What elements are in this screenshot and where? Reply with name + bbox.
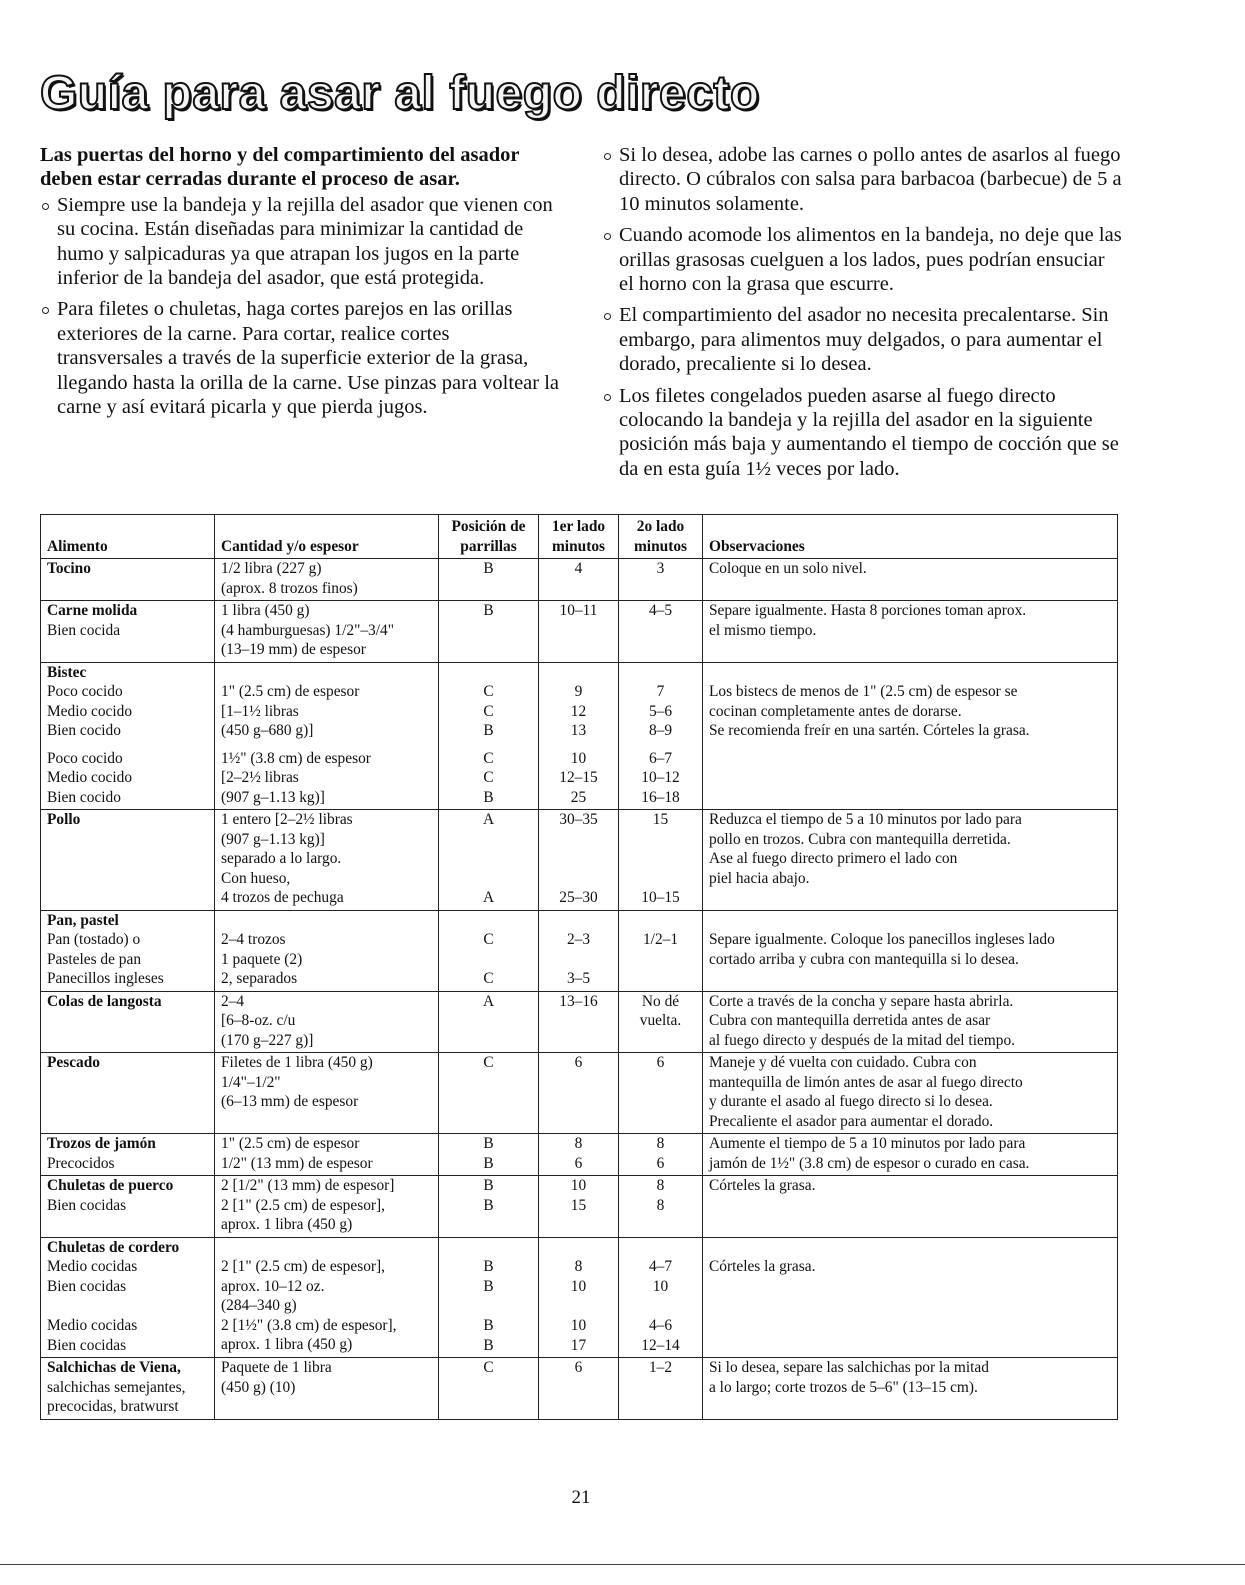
obs-line: Precaliente el asador para aumentar el dorado.: [709, 1112, 994, 1130]
food-sub: Poco cocido: [47, 749, 123, 767]
obs-line: Separe igualmente. Hasta 8 porciones toman aprox.: [709, 602, 1027, 619]
side1-cell: 6: [539, 1358, 619, 1420]
qty-line: 2, separados: [221, 970, 298, 987]
side2-value: 10: [652, 1277, 669, 1295]
qty-line: (13–19 mm) de espesor: [221, 641, 366, 658]
side2-cell: [619, 662, 703, 810]
pos-cell: B: [439, 601, 539, 663]
qty-line: (450 g) (10): [221, 1378, 296, 1396]
bullet-item: Cuando acomode los alimentos en la bandeja, no deje que las orillas grasosas cuelguen a los lados, pues podrían ensuciar el horno con la grasa que escurre.: [602, 223, 1122, 296]
side1-value: 25–30: [559, 889, 598, 906]
food-name: Carne molida: [47, 602, 138, 619]
qty-line: (4 hamburguesas) 1/2"–3/4": [221, 621, 395, 639]
obs-line: Córteles la grasa.: [709, 1258, 816, 1275]
qty-line: 2 [1" (2.5 cm) de espesor],: [221, 1196, 385, 1214]
qty-line: Paquete de 1 libra: [221, 1359, 332, 1376]
side2-value: 8: [656, 1196, 665, 1214]
qty-line: (907 g–1.13 kg)]: [221, 788, 325, 806]
side1-value: 3–5: [566, 970, 591, 987]
side1-cell: [539, 1237, 619, 1358]
page-title: Guía para asar al fuego directo: [40, 67, 760, 120]
food-sub: Panecillos ingleses: [47, 970, 164, 987]
pos-value: B: [483, 1258, 494, 1275]
pos-value: A: [482, 811, 495, 828]
pos-cell: [439, 662, 539, 810]
obs-line: Reduzca el tiempo de 5 a 10 minutos por lado para: [709, 811, 1022, 828]
food-name: Pollo: [47, 811, 81, 828]
pos-value: C: [483, 702, 494, 720]
obs-line: Separe igualmente. Coloque los panecillos ingleses lado: [709, 931, 1055, 948]
qty-line: separado a lo largo.: [221, 850, 342, 867]
food-cell: [41, 1237, 215, 1358]
qty-line: Con hueso,: [221, 869, 291, 887]
bullet-item: Siempre use la bandeja y la rejilla del asador que vienen con su cocina. Están diseñadas para minimizar la cantidad de humo y salpicaduras ya que atrapan los jugos en la parte inferior de la bandeja del asador, que está protegida.: [40, 193, 560, 291]
food-cell: [41, 1134, 215, 1176]
broiling-table: [40, 514, 1118, 1420]
side2-value: 4–7: [648, 1258, 673, 1275]
header-cantidad: Cantidad y/o espesor: [215, 515, 439, 559]
pos-value: B: [483, 788, 494, 806]
side1-cell: [539, 910, 619, 991]
qty-line: 2 [1" (2.5 cm) de espesor],: [221, 1258, 385, 1275]
obs-line: Ase al fuego directo primero el lado con: [709, 850, 958, 867]
pos-value: C: [483, 749, 494, 767]
table-row: [41, 1176, 1118, 1238]
side1-value: 8: [574, 1135, 583, 1152]
pos-cell: C: [439, 1053, 539, 1134]
obs-line: Cubra con mantequilla derretida antes de asar: [709, 1012, 991, 1029]
left-column: [40, 143, 560, 426]
obs-cell: [703, 810, 1118, 911]
side1-value: 10: [570, 1277, 587, 1295]
side2-value: 1/2–1: [642, 931, 679, 948]
side1-cell: 4: [539, 559, 619, 601]
side1-value: 30–35: [559, 811, 598, 828]
qty-cell: [215, 662, 439, 810]
table-header-row: [41, 515, 1118, 559]
header-line: minutos: [551, 537, 606, 555]
side2-value: 10–12: [641, 769, 680, 786]
bullet-item: El compartimiento del asador no necesita precalentarse. Sin embargo, para alimentos muy delgados, o para aumentar el dorado, precaliente si lo desea.: [602, 303, 1122, 376]
food-sub: salchichas semejantes,: [47, 1378, 186, 1396]
food-cell: [41, 910, 215, 991]
food-sub: Medio cocido: [47, 769, 133, 786]
qty-cell: [215, 601, 439, 663]
qty-line: 1/2 libra (227 g): [221, 560, 322, 577]
food-name: Colas de langosta: [47, 992, 162, 1010]
qty-line: aprox. 10–12 oz.: [221, 1277, 325, 1295]
right-column: [602, 143, 1122, 488]
qty-cell: [215, 1176, 439, 1238]
side2-value: 6: [656, 1154, 665, 1172]
qty-line: 1 paquete (2): [221, 950, 303, 968]
food-cell: [41, 1053, 215, 1134]
food-sub: Bien cocidas: [47, 1277, 127, 1295]
side1-cell: [539, 662, 619, 810]
qty-line: 1/2" (13 mm) de espesor: [221, 1154, 373, 1172]
pos-cell: [439, 910, 539, 991]
pos-cell: [439, 1134, 539, 1176]
food-sub: Bien cocidas: [47, 1336, 127, 1354]
side2-cell: 6: [619, 1053, 703, 1134]
obs-line: jamón de 1½" (3.8 cm) de espesor o curado en casa.: [709, 1154, 1030, 1172]
pos-value: B: [483, 1177, 494, 1194]
side2-cell: [619, 991, 703, 1053]
food-cell: [41, 559, 215, 601]
food-cell: [41, 1176, 215, 1238]
obs-cell: Coloque en un solo nivel.: [703, 559, 1118, 601]
qty-line: 4 trozos de pechuga: [221, 889, 344, 906]
table-row: [41, 1237, 1118, 1358]
pos-value: B: [483, 1135, 494, 1152]
food-sub: Medio cocidas: [47, 1317, 138, 1334]
obs-cell: Córteles la grasa.: [703, 1176, 1118, 1238]
side2-value: 6–7: [648, 749, 673, 767]
qty-line: 1/4"–1/2": [221, 1073, 281, 1091]
obs-line: y durante el asado al fuego directo si lo desea.: [709, 1093, 993, 1110]
side2-value: 5–6: [648, 702, 673, 720]
qty-line: (aprox. 8 trozos finos): [221, 579, 358, 597]
obs-line: mantequilla de limón antes de asar al fuego directo: [709, 1073, 1023, 1091]
side1-value: 17: [570, 1336, 587, 1354]
food-sub: Precocidos: [47, 1154, 115, 1172]
qty-line: 2 [1/2" (13 mm) de espesor]: [221, 1177, 395, 1194]
qty-line: aprox. 1 libra (450 g): [221, 1336, 353, 1353]
bullet-item: Para filetes o chuletas, haga cortes parejos en las orillas exteriores de la carne. Para cortar, realice cortes transversales a través de la superficie exterior de la grasa, llegando hasta la orilla de la carne. Use pinzas para voltear la carne y así evitará picarla y que pierda jugos.: [40, 297, 560, 419]
side2-cell: [619, 910, 703, 991]
obs-line: Aumente el tiempo de 5 a 10 minutos por lado para: [709, 1135, 1026, 1152]
food-cell: [41, 991, 215, 1053]
header-alimento: Alimento: [41, 515, 215, 559]
qty-line: 2–4 trozos: [221, 931, 286, 948]
food-cell: [41, 662, 215, 810]
side1-value: 15: [570, 1196, 587, 1214]
table-row: [41, 662, 1118, 810]
qty-line: [1–1½ libras: [221, 702, 299, 720]
side2-value: 7: [656, 683, 665, 700]
pos-value: C: [483, 683, 494, 700]
qty-line: 1 entero [2–2½ libras: [221, 811, 353, 828]
food-name: Bistec: [47, 663, 87, 681]
side2-value: 4–6: [648, 1317, 673, 1334]
food-cell: [41, 601, 215, 663]
pos-cell: [439, 1176, 539, 1238]
table-row: [41, 1053, 1118, 1134]
side2-value: No dé: [641, 992, 680, 1010]
pos-value: B: [483, 722, 494, 739]
food-sub: Bien cocida: [47, 621, 121, 639]
qty-line: (450 g–680 g)]: [221, 722, 314, 739]
food-sub: Medio cocido: [47, 702, 133, 720]
bullet-item: Si lo desea, adobe las carnes o pollo antes de asarlos al fuego directo. O cúbralos con salsa para barbacoa (barbecue) de 5 a 10 minutos solamente.: [602, 143, 1122, 216]
food-sub: Pan (tostado) o: [47, 931, 141, 948]
obs-cell: [703, 910, 1118, 991]
pos-value: B: [483, 1336, 494, 1354]
obs-cell: [703, 662, 1118, 810]
obs-line: el mismo tiempo.: [709, 621, 817, 639]
obs-line: Maneje y dé vuelta con cuidado. Cubra con: [709, 1054, 977, 1071]
food-name: Chuletas de cordero: [47, 1238, 180, 1256]
obs-line: piel hacia abajo.: [709, 869, 810, 887]
side1-cell: 6: [539, 1053, 619, 1134]
side2-value: 16–18: [641, 788, 680, 806]
side2-value: 15: [652, 811, 669, 828]
obs-cell: [703, 1358, 1118, 1420]
side1-cell: [539, 810, 619, 911]
side1-value: 2–3: [566, 931, 591, 948]
pos-cell: [439, 810, 539, 911]
qty-line: 1" (2.5 cm) de espesor: [221, 683, 360, 700]
side1-value: 25: [570, 788, 587, 806]
bullet-item: Los filetes congelados pueden asarse al fuego directo colocando la bandeja y la rejilla del asador en la siguiente posición más baja y aumentando el tiempo de cocción que se da en esta guía 1½ veces por lado.: [602, 384, 1122, 482]
qty-line: 1" (2.5 cm) de espesor: [221, 1135, 360, 1152]
obs-line: cortado arriba y cubra con mantequilla si lo desea.: [709, 950, 1019, 968]
pos-value: B: [483, 1154, 494, 1172]
table-row: [41, 810, 1118, 911]
pos-cell: B: [439, 559, 539, 601]
pos-value: C: [483, 970, 494, 987]
qty-line: [6–8-oz. c/u: [221, 1012, 296, 1029]
obs-line: Si lo desea, separe las salchichas por la mitad: [709, 1359, 989, 1376]
qty-cell: [215, 1237, 439, 1358]
side2-cell: 1–2: [619, 1358, 703, 1420]
right-bullet-list: [602, 143, 1122, 481]
food-sub: Bien cocidas: [47, 1196, 127, 1214]
qty-line: 2 [1½" (3.8 cm) de espesor],: [221, 1316, 397, 1334]
qty-cell: [215, 991, 439, 1053]
food-name: Pescado: [47, 1054, 101, 1071]
food-sub: Bien cocido: [47, 788, 121, 806]
side2-cell: [619, 1134, 703, 1176]
food-name: Salchichas de Viena,: [47, 1359, 181, 1376]
obs-line: a lo largo; corte trozos de 5–6" (13–15 cm).: [709, 1378, 978, 1396]
side2-cell: [619, 1237, 703, 1358]
header-observaciones: Observaciones: [703, 515, 1118, 559]
obs-cell: [703, 1237, 1118, 1358]
qty-line: 1 libra (450 g): [221, 602, 310, 619]
table-row: [41, 1134, 1118, 1176]
header-line: Posición de: [451, 518, 526, 535]
qty-line: (170 g–227 g)]: [221, 1031, 314, 1049]
obs-line: Se recomienda freír en una sartén. Córteles la grasa.: [709, 722, 1030, 739]
pos-value: C: [483, 769, 494, 786]
pos-value: B: [483, 1196, 494, 1214]
side2-value: 8–9: [648, 722, 673, 739]
side1-value: 12–15: [559, 769, 598, 786]
side1-value: 13: [570, 722, 587, 739]
header-line: minutos: [633, 537, 688, 555]
food-sub: Pasteles de pan: [47, 950, 142, 968]
food-sub: Poco cocido: [47, 683, 123, 700]
page-number: 21: [571, 1487, 591, 1508]
side1-value: 10: [570, 1177, 587, 1194]
side1-value: 10: [570, 749, 587, 767]
obs-line: al fuego directo y después de la mitad del tiempo.: [709, 1031, 1016, 1049]
header-posicion: [439, 515, 539, 559]
obs-cell: [703, 1053, 1118, 1134]
food-name: Tocino: [47, 560, 91, 577]
qty-line: 2–4: [221, 992, 245, 1010]
header-lado1: [539, 515, 619, 559]
side1-cell: 10–11: [539, 601, 619, 663]
obs-line: Los bistecs de menos de 1" (2.5 cm) de espesor se: [709, 683, 1018, 700]
obs-cell: [703, 991, 1118, 1053]
food-name: Chuletas de puerco: [47, 1177, 174, 1194]
left-bullet-list: [40, 193, 560, 420]
pos-value: A: [482, 889, 495, 906]
pos-value: B: [483, 1317, 494, 1334]
food-cell: [41, 810, 215, 911]
header-line: parrillas: [460, 537, 517, 555]
header-lado2: [619, 515, 703, 559]
side1-cell: 13–16: [539, 991, 619, 1053]
header-line: 2o lado: [636, 518, 685, 535]
footer-divider: [0, 1564, 1245, 1565]
obs-line: Corte a través de la concha y separe hasta abrirla.: [709, 992, 1014, 1010]
food-sub: Medio cocidas: [47, 1258, 138, 1275]
pos-value: B: [483, 1277, 494, 1295]
side2-value: vuelta.: [639, 1012, 682, 1029]
side2-cell: 3: [619, 559, 703, 601]
food-name: Pan, pastel: [47, 911, 119, 929]
qty-line: Filetes de 1 libra (450 g): [221, 1054, 373, 1071]
side1-value: 6: [574, 1154, 583, 1172]
qty-line: (284–340 g): [221, 1297, 297, 1314]
obs-line: cocinan completamente antes de dorarse.: [709, 702, 962, 720]
qty-line: [2–2½ libras: [221, 769, 299, 786]
obs-cell: [703, 601, 1118, 663]
food-name: Trozos de jamón: [47, 1135, 156, 1152]
table-row: [41, 559, 1118, 601]
food-cell: [41, 1358, 215, 1420]
table-row: [41, 1358, 1118, 1420]
qty-line: (6–13 mm) de espesor: [221, 1093, 359, 1110]
qty-cell: [215, 810, 439, 911]
qty-line: (907 g–1.13 kg)]: [221, 830, 325, 848]
qty-cell: [215, 559, 439, 601]
intro-warning: Las puertas del horno y del compartimiento del asador deben estar cerradas durante el proceso de asar.: [40, 144, 520, 191]
pos-cell: [439, 1237, 539, 1358]
side1-value: 9: [574, 683, 583, 700]
qty-cell: [215, 1053, 439, 1134]
side1-value: 10: [570, 1317, 587, 1334]
side2-cell: [619, 1176, 703, 1238]
obs-cell: [703, 1134, 1118, 1176]
qty-cell: [215, 910, 439, 991]
header-line: 1er lado: [551, 518, 606, 535]
side1-value: 8: [574, 1258, 583, 1275]
qty-line: aprox. 1 libra (450 g): [221, 1216, 353, 1233]
table-row: [41, 991, 1118, 1053]
side2-value: 12–14: [641, 1336, 680, 1354]
side1-cell: [539, 1176, 619, 1238]
table-row: [41, 910, 1118, 991]
side2-cell: [619, 810, 703, 911]
qty-cell: [215, 1358, 439, 1420]
side2-cell: 4–5: [619, 601, 703, 663]
side2-value: 8: [656, 1135, 665, 1152]
food-sub: Bien cocido: [47, 722, 121, 739]
obs-line: pollo en trozos. Cubra con mantequilla derretida.: [709, 830, 1011, 848]
table-row: [41, 601, 1118, 663]
side2-value: 10–15: [641, 889, 680, 906]
food-sub: precocidas, bratwurst: [47, 1398, 179, 1415]
qty-cell: [215, 1134, 439, 1176]
pos-value: C: [483, 931, 494, 948]
side1-cell: [539, 1134, 619, 1176]
pos-cell: A: [439, 991, 539, 1053]
pos-cell: C: [439, 1358, 539, 1420]
qty-line: 1½" (3.8 cm) de espesor: [221, 749, 371, 767]
side2-value: 8: [656, 1177, 665, 1194]
side1-value: 12: [570, 702, 587, 720]
